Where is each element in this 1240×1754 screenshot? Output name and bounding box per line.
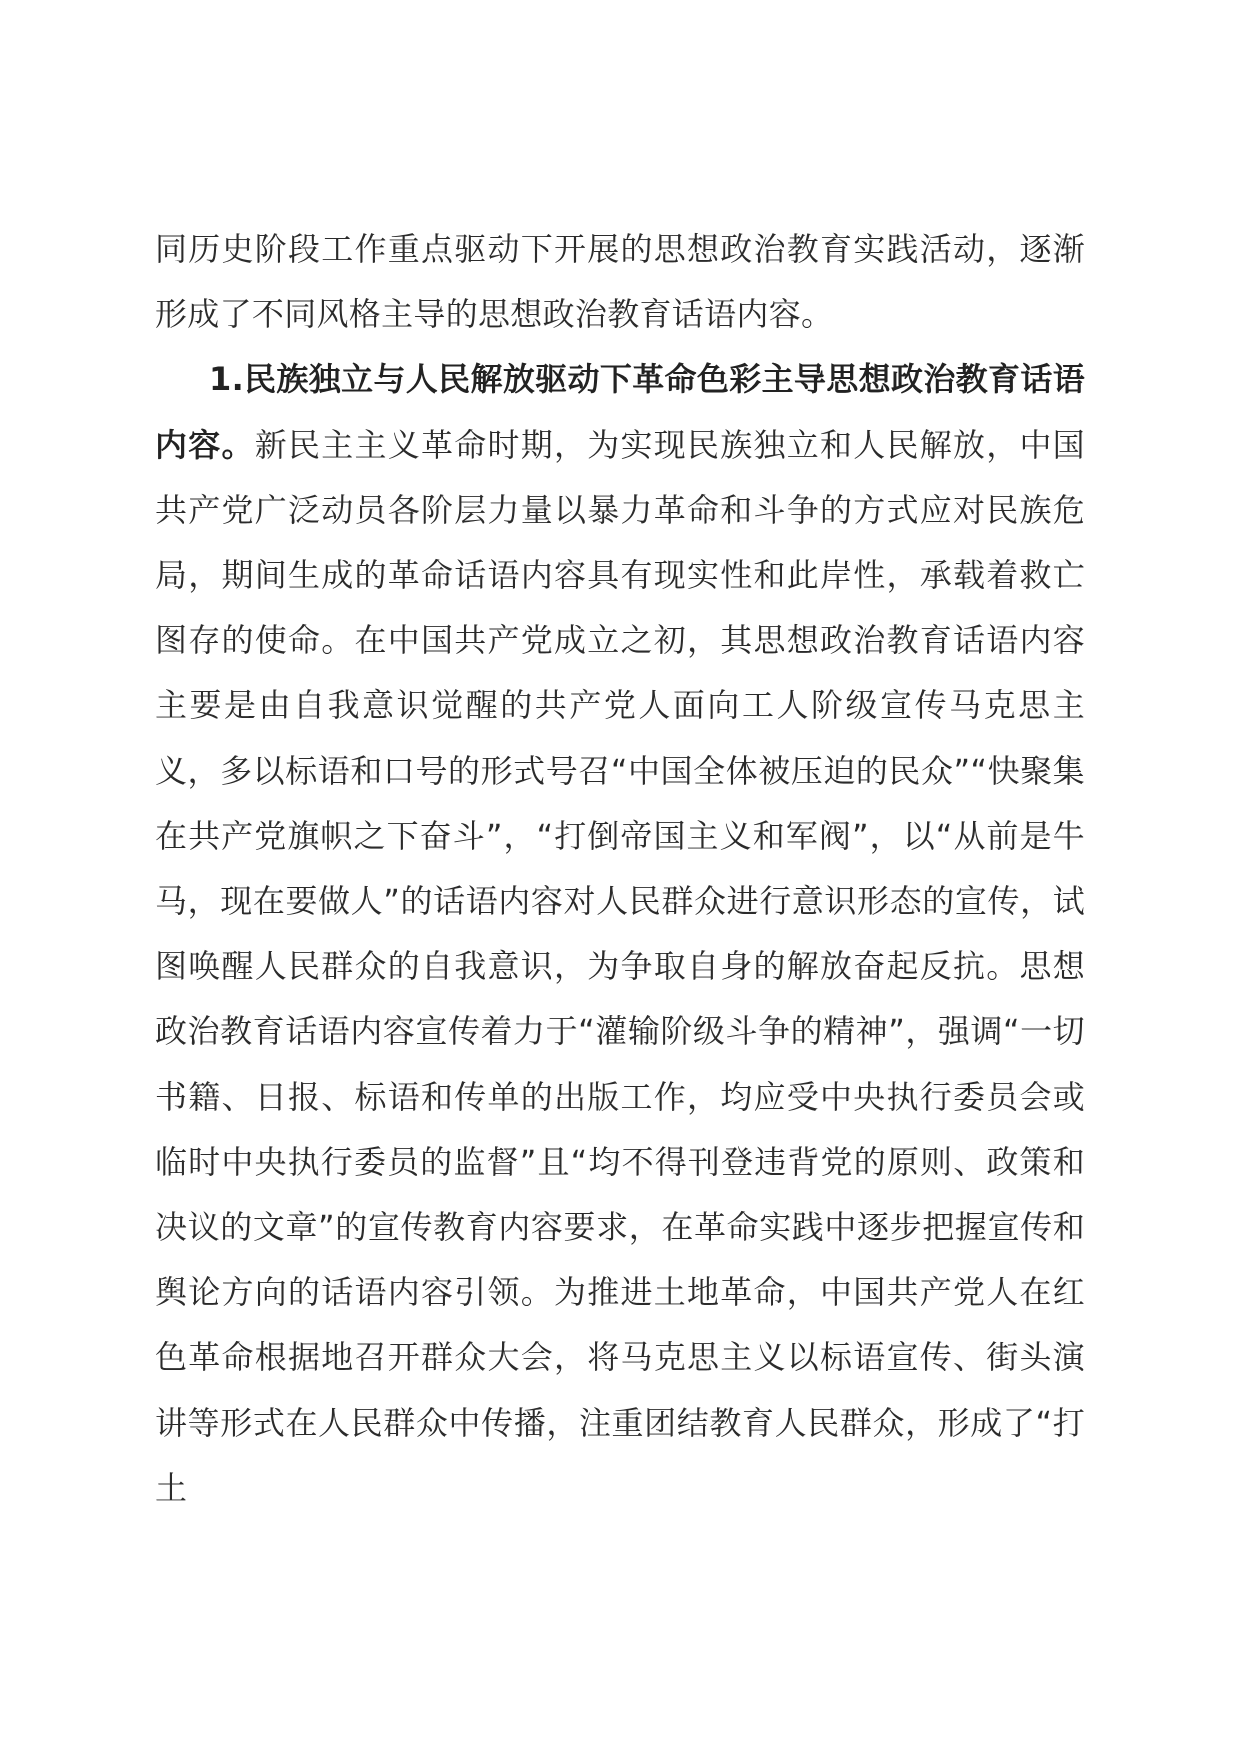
- section-heading: 1.民族独立与人民解放驱动下革命色彩主导思想政治教育话语内容。: [155, 360, 1085, 464]
- section-body-text: 新民主主义革命时期，为实现民族独立和人民解放，中国共产党广泛动员各阶层力量以暴力革命和斗争的方式应对民族危局，期间生成的革命话语内容具有现实性和此岸性，承载着救亡图存的使命。在中国共产党成立之初，其思想政治教育话语内容主要是由自我意识觉醒的共产党人面向工人阶级宣传马克思主义，多以标语和口号的形式号召“中国全体被压迫的民众”“快聚集在共产党旗帜之下奋斗”，“打倒帝国主义和军阀”，以“从前是牛马，现在要做人”的话语内容对人民群众进行意识形态的宣传，试图唤醒人民群众的自我意识，为争取自身的解放奋起反抗。思想政治教育话语内容宣传着力于“灌输阶级斗争的精神”，强调“一切书籍、日报、标语和传单的出版工作，均应受中央执行委员会或临时中央执行委员的监督”且“均不得刊登违背党的原则、政策和决议的文章”的宣传教育内容要求，在革命实践中逐步把握宣传和舆论方向的话语内容引领。为推进土地革命，中国共产党人在红色革命根据地召开群众大会，将马克思主义以标语宣传、街头演讲等形式在人民群众中传播，注重团结教育人民群众，形成了“打土: [155, 425, 1085, 1507]
- paragraph-continuation: 同历史阶段工作重点驱动下开展的思想政治教育实践活动，逐渐形成了不同风格主导的思想政治教育话语内容。: [155, 230, 1085, 334]
- document-page: [155, 217, 1085, 1521]
- paragraph-section-1: [155, 347, 1085, 1521]
